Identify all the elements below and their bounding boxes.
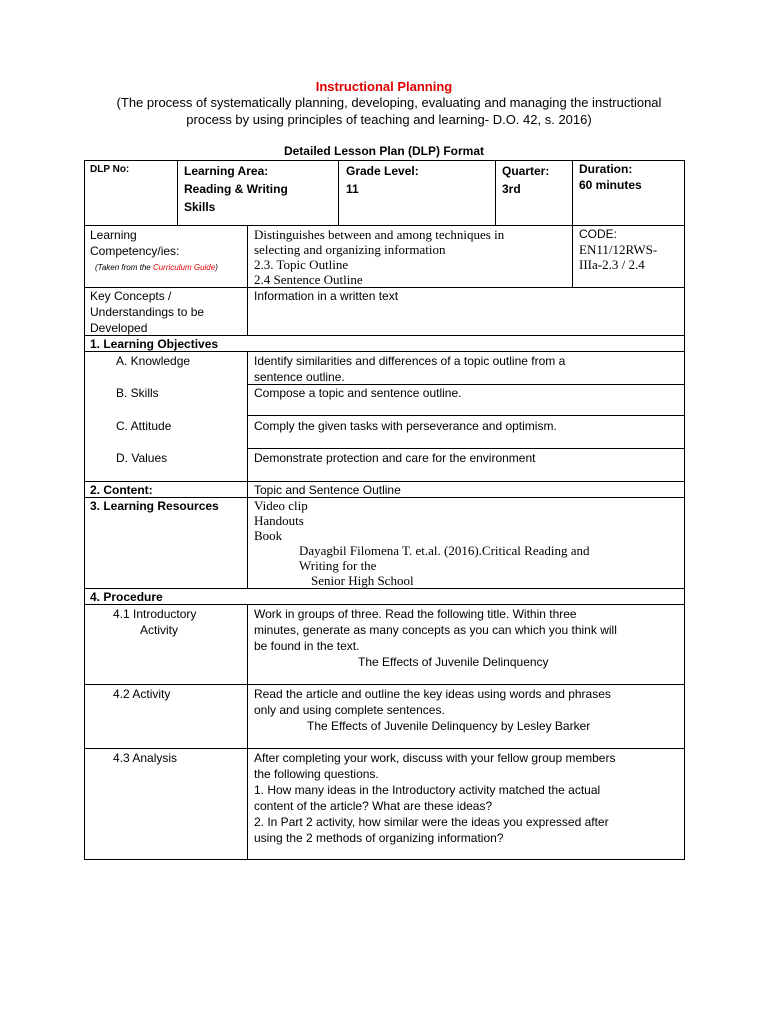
objectives-heading: 1. Learning Objectives — [90, 337, 219, 351]
row-line — [84, 748, 685, 749]
activity-line: only and using complete sentences. — [254, 703, 445, 717]
competency-line: selecting and organizing information — [254, 242, 446, 257]
grade-level-value: 11 — [346, 182, 359, 196]
learning-area-label: Learning Area: — [184, 164, 269, 178]
grade-level-cell — [346, 162, 419, 198]
resource-item: Handouts — [254, 513, 304, 528]
page-title: Instructional Planning — [315, 79, 453, 94]
duration-label: Duration: — [579, 162, 633, 176]
introductory-line: Work in groups of three. Read the following title. Within three — [254, 607, 577, 621]
analysis-line: the following questions. — [254, 767, 379, 781]
page-subtitle — [94, 94, 684, 128]
competency-line: Distinguishes between and among techniques in — [254, 227, 505, 242]
analysis-label: 4.3 Analysis — [113, 751, 178, 765]
introductory-label — [113, 606, 196, 638]
resource-item: Writing for the — [299, 558, 377, 573]
competency-line: 2.3. Topic Outline — [254, 257, 349, 272]
quarter-label: Quarter: — [502, 164, 550, 178]
values-value: Demonstrate protection and care for the environment — [254, 451, 536, 465]
introductory-line: The Effects of Juvenile Delinquency — [358, 655, 549, 669]
quarter-cell — [502, 162, 549, 198]
content-value: Topic and Sentence Outline — [254, 483, 401, 497]
knowledge-line: Identify similarities and differences of a topic outline from a — [254, 354, 566, 368]
learning-area-value: Skills — [184, 200, 216, 214]
analysis-line: content of the article? What are these ideas? — [254, 799, 493, 813]
code-label: CODE: — [579, 227, 618, 241]
analysis-line: 2. In Part 2 activity, how similar were the ideas you expressed after — [254, 815, 609, 829]
competency-label-line: Competency/ies: — [90, 244, 180, 258]
activity-line: The Effects of Juvenile Delinquency by Lesley Barker — [307, 719, 591, 733]
table-title: Detailed Lesson Plan (DLP) Format — [283, 144, 485, 158]
activity-line: Read the article and outline the key ideas using words and phrases — [254, 687, 611, 701]
knowledge-line: sentence outline. — [254, 370, 345, 384]
row-line — [84, 588, 685, 589]
learning-area-cell — [184, 162, 288, 216]
key-concepts-line: Key Concepts / — [90, 289, 172, 303]
col-line — [247, 351, 248, 589]
row-line — [84, 604, 685, 605]
attitude-label: C. Attitude — [116, 419, 172, 433]
competency-text — [254, 227, 504, 287]
introductory-value — [254, 606, 617, 670]
col-line — [495, 160, 496, 226]
skills-label: B. Skills — [116, 386, 159, 400]
quarter-value: 3rd — [502, 182, 521, 196]
resources-label: 3. Learning Resources — [90, 499, 219, 513]
introductory-label-line: Activity — [140, 623, 179, 637]
subtitle-line-2: process by using principles of teaching and learning- D.O. 42, s. 2016) — [186, 112, 592, 127]
dlp-no-label: DLP No: — [90, 164, 130, 175]
competency-note — [95, 260, 218, 276]
code-value: EN11/12RWS- — [579, 242, 658, 257]
content-label: 2. Content: — [90, 483, 153, 497]
subtitle-line-1: (The process of systematically planning, developing, evaluating and managing the instructional — [116, 95, 662, 110]
introductory-label-line: 4.1 Introductory — [113, 607, 197, 621]
col-line — [572, 160, 573, 226]
competency-line: 2.4 Sentence Outline — [254, 272, 363, 287]
border-left — [84, 160, 85, 860]
border-bottom — [84, 859, 685, 860]
resource-item: Book — [254, 528, 283, 543]
col-line — [247, 604, 248, 860]
competency-note-prefix: (Taken from the — [95, 263, 153, 272]
col-line — [572, 225, 573, 288]
competency-label — [90, 227, 218, 276]
introductory-line: minutes, generate as many concepts as you can which you think will — [254, 623, 617, 637]
competency-label-line: Learning — [90, 228, 137, 242]
activity-label: 4.2 Activity — [113, 687, 171, 701]
introductory-line: be found in the text. — [254, 639, 360, 653]
row-line — [84, 225, 685, 226]
row-line — [247, 415, 685, 416]
key-concepts-value: Information in a written text — [254, 289, 399, 303]
duration-cell — [579, 161, 642, 193]
learning-area-value: Reading & Writing — [184, 182, 288, 196]
border-right — [684, 160, 685, 860]
competency-note-suffix: ) — [215, 263, 218, 272]
col-line — [338, 160, 339, 226]
procedure-heading: 4. Procedure — [90, 590, 163, 604]
knowledge-value — [254, 353, 565, 385]
row-line — [84, 684, 685, 685]
row-line — [247, 448, 685, 449]
skills-value: Compose a topic and sentence outline. — [254, 386, 462, 400]
key-concepts-label — [90, 288, 204, 336]
code-value: IIIa-2.3 / 2.4 — [579, 257, 645, 272]
attitude-value: Comply the given tasks with perseverance and optimism. — [254, 419, 557, 433]
key-concepts-line: Understandings to be — [90, 305, 205, 319]
resource-item: Senior High School — [311, 573, 414, 588]
curriculum-guide-text: Curriculum Guide — [152, 263, 216, 272]
duration-value: 60 minutes — [579, 178, 642, 192]
analysis-value — [254, 750, 615, 846]
knowledge-label: A. Knowledge — [116, 354, 191, 368]
col-line — [177, 160, 178, 226]
analysis-line: After completing your work, discuss with your fellow group members — [254, 751, 616, 765]
code-cell — [579, 227, 657, 272]
resources-list — [254, 498, 590, 588]
key-concepts-line: Developed — [90, 321, 148, 335]
analysis-line: using the 2 methods of organizing information? — [254, 831, 504, 845]
col-line — [247, 225, 248, 336]
analysis-line: 1. How many ideas in the Introductory activity matched the actual — [254, 783, 601, 797]
resource-item: Video clip — [254, 498, 308, 513]
activity-value — [254, 686, 611, 734]
values-label: D. Values — [116, 451, 168, 465]
grade-level-label: Grade Level: — [346, 164, 419, 178]
resource-item: Dayagbil Filomena T. et.al. (2016).Critical Reading and — [299, 543, 590, 558]
